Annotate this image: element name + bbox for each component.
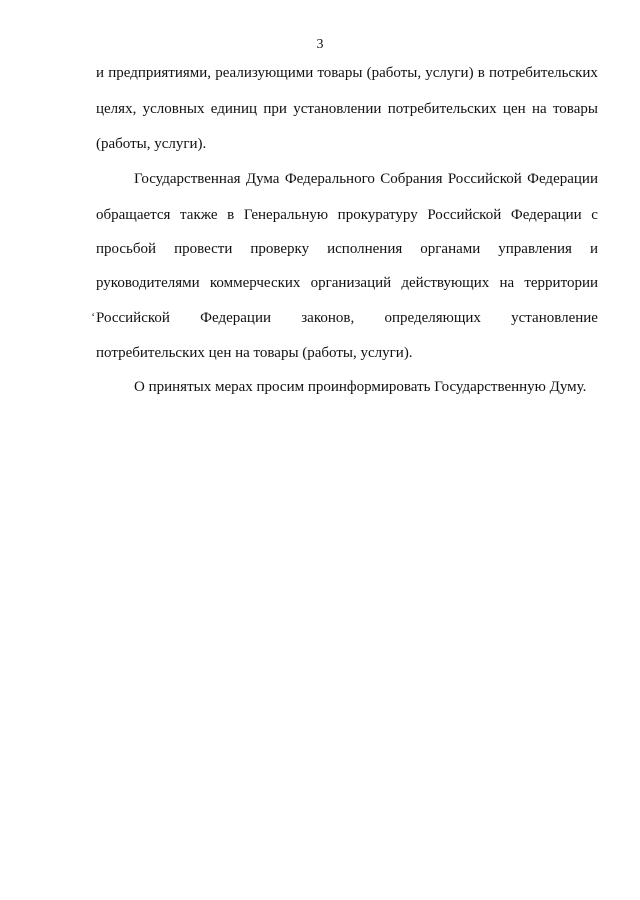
word: установлении	[293, 101, 382, 117]
paragraph-1-line-1	[96, 64, 598, 82]
word: при	[263, 101, 287, 117]
word: на	[531, 101, 547, 117]
word: организаций	[310, 275, 392, 291]
paragraph-1-line-2	[96, 100, 598, 118]
word: товары	[317, 65, 363, 81]
word: прокуратуру	[337, 207, 418, 223]
paragraph-3-line-1: О принятых мерах просим проинформировать Государственную Думу.	[134, 379, 587, 395]
word: (работы,	[366, 65, 422, 81]
word: руководителями	[96, 275, 200, 291]
word: определяющих	[384, 310, 481, 326]
word: Российской	[447, 171, 522, 187]
word: органами	[420, 241, 481, 257]
word: коммерческих	[209, 275, 301, 291]
word: законов,	[301, 310, 355, 326]
word: установление	[511, 310, 598, 326]
word: Дума	[245, 171, 280, 187]
word: Российской	[427, 207, 502, 223]
word: обращается	[96, 207, 171, 223]
word: провести	[174, 241, 233, 257]
word: Федерации	[510, 207, 582, 223]
word: проверку	[250, 241, 310, 257]
word: Федерального	[284, 171, 375, 187]
paragraph-2-line-2	[96, 206, 598, 224]
word: услуги)	[425, 65, 474, 81]
word: и	[589, 241, 598, 257]
word: условных	[142, 101, 205, 117]
word: потребительских	[387, 101, 497, 117]
word: на	[499, 275, 515, 291]
word: и	[96, 65, 105, 81]
word: предприятиями,	[108, 65, 212, 81]
page-number: 3	[316, 37, 324, 52]
paragraph-2-line-5	[96, 309, 598, 327]
word: Собрания	[380, 171, 443, 187]
word: просьбой	[96, 241, 157, 257]
word: также	[180, 207, 218, 223]
paragraph-2-line-4	[96, 274, 598, 292]
word: действующих	[401, 275, 490, 291]
word: Государственная	[134, 171, 241, 187]
paragraph-1-line-3: (работы, услуги).	[96, 136, 207, 152]
word: с	[591, 207, 598, 223]
paragraph-2-line-1	[134, 170, 598, 188]
word: Российской	[96, 310, 170, 326]
word: в	[477, 65, 485, 81]
word: управления	[498, 241, 572, 257]
word: исполнения	[327, 241, 403, 257]
word: цен	[502, 101, 526, 117]
word: территории	[524, 275, 598, 291]
word: товары	[552, 101, 598, 117]
word: Федерации	[200, 310, 272, 326]
word: реализующими	[215, 65, 314, 81]
word: в	[227, 207, 235, 223]
word: Федерации	[527, 171, 598, 187]
paragraph-2-line-6: потребительских цен на товары (работы, услуги).	[96, 345, 413, 361]
word: Генеральную	[243, 207, 329, 223]
paragraph-2-line-3	[96, 240, 598, 258]
word: единиц	[210, 101, 257, 117]
word: потребительских	[489, 65, 598, 81]
scan-mark: ‘	[91, 309, 96, 324]
word: целях,	[96, 101, 137, 117]
